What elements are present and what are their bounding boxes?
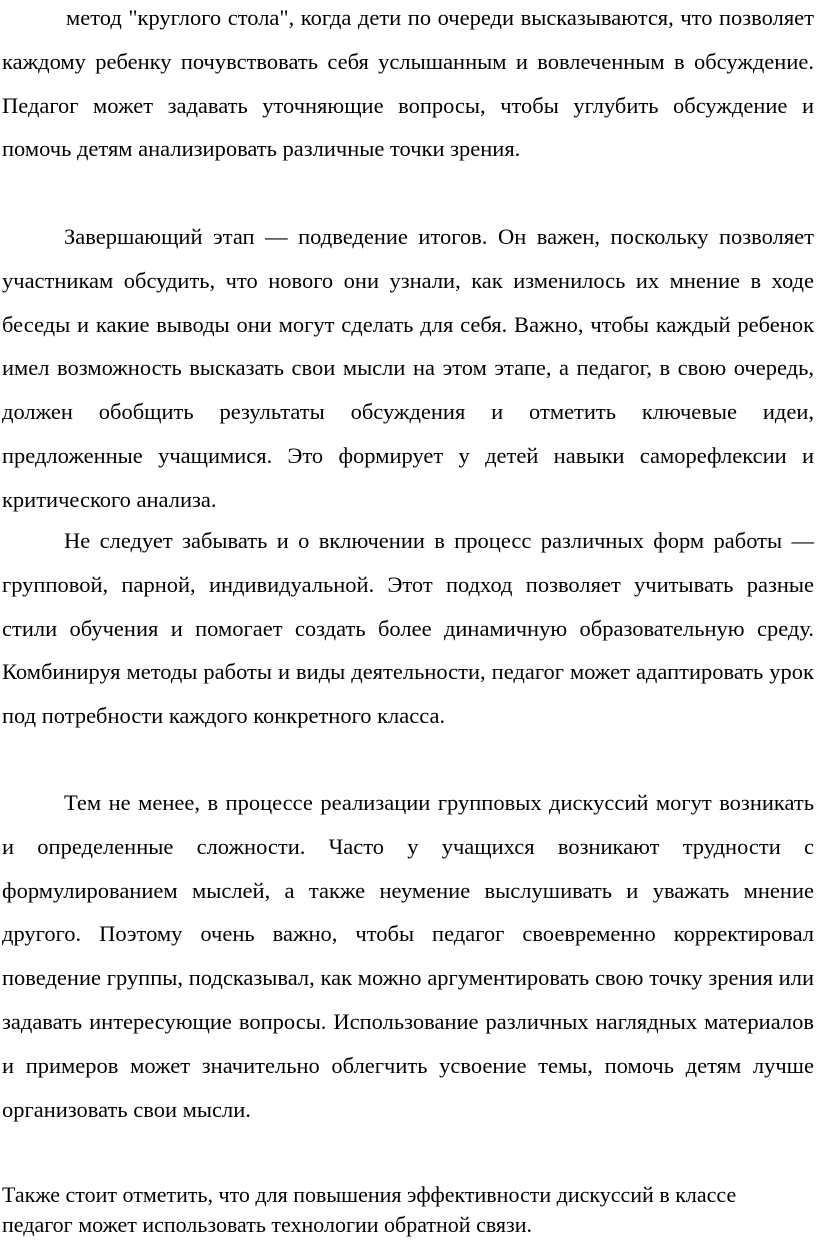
paragraph-1: метод "круглого стола", когда дети по очереди высказываются, что позволяет каждому ребенку почувствовать себя услышанным и вовлеченным в обсуждение. Педагог может задавать уточняющие вопросы, чтобы углубить обсуждение и помочь детям анализировать различные точки зрения. <box>2 5 814 162</box>
paragraph-3: Не следует забывать и о включении в процесс различных форм работы — групповой, парной, индивидуальной. Этот подход позволяет учитывать разные стили обучения и помогает создать более динамичную образовательную среду. Комбинируя методы работы и виды деятельности, педагог может адаптировать урок под потребности каждого конкретного класса. <box>2 528 814 729</box>
paragraph-5: Также стоит отметить, что для повышения эффективности дискуссий в классе педагог может использовать технологии обратной связи. <box>2 1182 737 1237</box>
paragraph-2: Завершающий этап — подведение итогов. Он важен, поскольку позволяет участникам обсудить, что нового они узнали, как изменилось их мнение в ходе беседы и какие выводы они могут сделать для себя. Важно, чтобы каждый ребенок имел возможность высказать свои мысли на этом этапе, а педагог, в свою очередь, должен обобщить результаты обсуждения и отметить ключевые идеи, предложенные учащимися. Это формирует у детей навыки саморефлексии и критического анализа. <box>2 224 814 512</box>
paragraph-4: Тем не менее, в процессе реализации групповых дискуссий могут возникать и определенные сложности. Часто у учащихся возникают трудности с формулированием мыслей, а также неумение выслушивать и уважать мнение другого. Поэтому очень важно, чтобы педагог своевременно корректировал поведение группы, подсказывал, как можно аргументировать свою точку зрения или задавать интересующие вопросы. Использование различных наглядных материалов и примеров может значительно облегчить усвоение темы, помочь детям лучше организовать свои мысли. <box>2 790 814 1122</box>
